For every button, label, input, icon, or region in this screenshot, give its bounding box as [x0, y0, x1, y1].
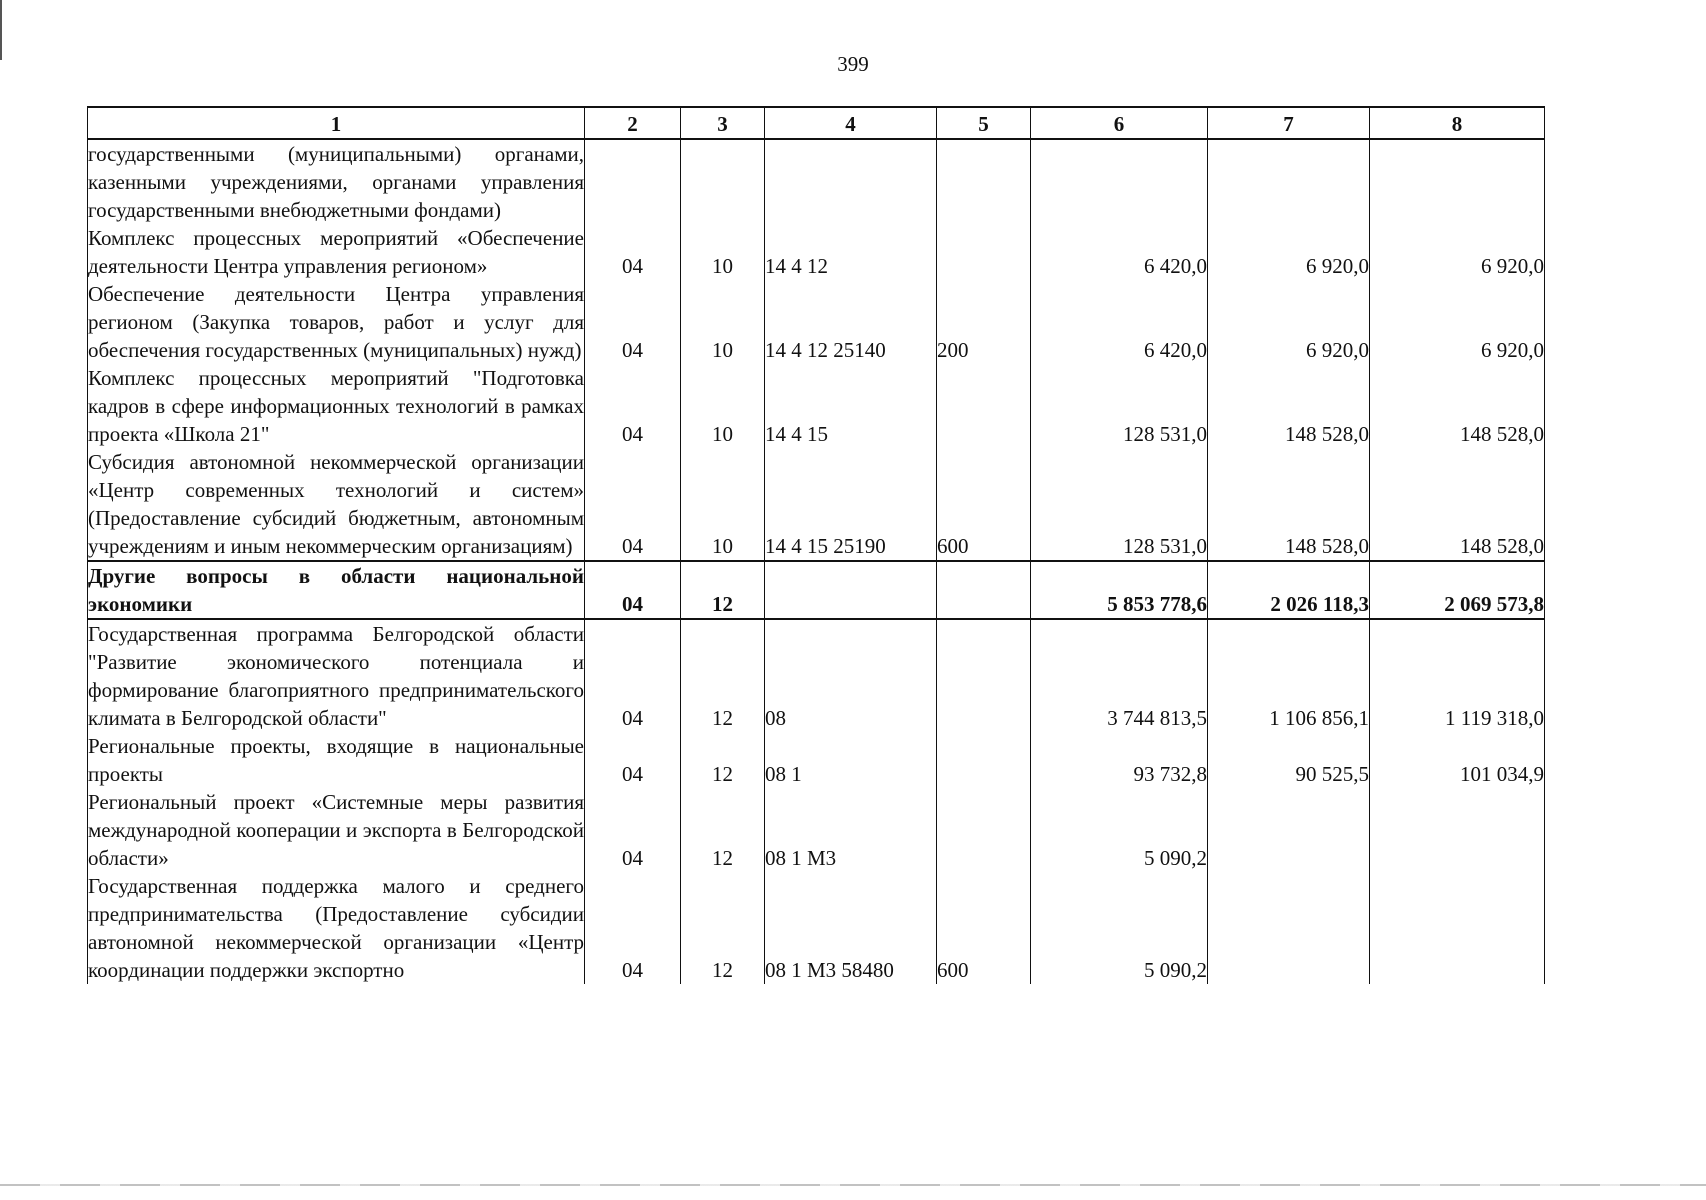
row-expense-type: [937, 364, 1031, 448]
row-section: 04: [585, 364, 681, 448]
table-row: [88, 619, 1545, 732]
column-header-5: 5: [937, 107, 1031, 139]
row-name: Государственная поддержка малого и среднего предпринимательства (Предоставление субсидии автономной некоммерческой организации «Центр координации поддержки экспортно: [88, 874, 584, 982]
row-expense-type: [937, 732, 1031, 788]
row-amount-col6: 128 531,0: [1031, 448, 1208, 561]
row-amount-col7: 148 528,0: [1208, 448, 1370, 561]
row-subsection: 10: [681, 224, 765, 280]
row-subsection: [681, 139, 765, 224]
table-row: [88, 224, 1545, 280]
row-expense-type: [937, 224, 1031, 280]
table-row: [88, 139, 1545, 224]
row-expense-type: [937, 788, 1031, 872]
row-section: 04: [585, 619, 681, 732]
row-amount-col6: 93 732,8: [1031, 732, 1208, 788]
row-subsection: 10: [681, 280, 765, 364]
row-target-article: [765, 139, 937, 224]
row-target-article: 14 4 15: [765, 364, 937, 448]
column-header-8: 8: [1370, 107, 1545, 139]
table-header-row: [88, 107, 1545, 139]
table-row-section-total: [88, 561, 1545, 619]
row-name: государственными (муниципальными) органами, казенными учреждениями, органами управления государственными внебюджетными фондами): [88, 139, 585, 224]
row-amount-col8: 6 920,0: [1370, 224, 1545, 280]
row-target-article: 08: [765, 619, 937, 732]
column-header-2: 2: [585, 107, 681, 139]
row-amount-col7: 90 525,5: [1208, 732, 1370, 788]
column-header-3: 3: [681, 107, 765, 139]
row-expense-type: [937, 139, 1031, 224]
table-row: [88, 788, 1545, 872]
row-name: Обеспечение деятельности Центра управления регионом (Закупка товаров, работ и услуг для обеспечения государственных (муниципальных) нужд): [88, 282, 584, 362]
row-section: 04: [585, 561, 681, 619]
row-amount-col6: 6 420,0: [1031, 224, 1208, 280]
page-number: 399: [837, 52, 869, 76]
row-amount-col7: [1208, 872, 1370, 984]
row-name: Комплекс процессных мероприятий «Обеспечение деятельности Центра управления регионом»: [88, 226, 584, 278]
row-target-article: 14 4 15 25190: [765, 448, 937, 561]
row-section: [585, 139, 681, 224]
table-row: [88, 280, 1545, 364]
column-header-1: 1: [88, 107, 585, 139]
row-section: 04: [585, 872, 681, 984]
row-section: 04: [585, 732, 681, 788]
budget-table: [87, 106, 1545, 984]
row-amount-col6: 5 090,2: [1031, 872, 1208, 984]
row-amount-col8: [1370, 139, 1545, 224]
row-expense-type: 600: [937, 448, 1031, 561]
row-amount-col7: [1208, 788, 1370, 872]
row-amount-col8: 101 034,9: [1370, 732, 1545, 788]
row-name: Региональный проект «Системные меры развития международной кооперации и экспорта в Белгородской области»: [88, 790, 584, 870]
row-amount-col6: 6 420,0: [1031, 280, 1208, 364]
row-amount-col6: [1031, 139, 1208, 224]
row-amount-col7: 6 920,0: [1208, 224, 1370, 280]
table-row: [88, 364, 1545, 448]
row-amount-col6: 3 744 813,5: [1031, 619, 1208, 732]
row-amount-col8: 148 528,0: [1370, 364, 1545, 448]
row-subsection: 12: [681, 732, 765, 788]
row-amount-col8: [1370, 872, 1545, 984]
row-name: Комплекс процессных мероприятий "Подготовка кадров в сфере информационных технологий в рамках проекта «Школа 21": [88, 366, 584, 446]
row-target-article: 14 4 12: [765, 224, 937, 280]
row-amount-col6: 5 090,2: [1031, 788, 1208, 872]
table-row: [88, 872, 1545, 984]
row-expense-type: 600: [937, 872, 1031, 984]
row-name: Другие вопросы в области национальной экономики: [88, 561, 585, 619]
row-amount-col7: [1208, 139, 1370, 224]
row-amount-col7: 148 528,0: [1208, 364, 1370, 448]
row-amount-col6: 5 853 778,6: [1031, 561, 1208, 619]
row-name: Субсидия автономной некоммерческой организации «Центр современных технологий и систем» (Предоставление субсидий бюджетным, автономным учреждениям и иным некоммерческим организациям): [88, 448, 585, 561]
row-subsection: 10: [681, 364, 765, 448]
row-expense-type: [937, 561, 1031, 619]
row-subsection: 12: [681, 619, 765, 732]
row-amount-col8: 2 069 573,8: [1370, 561, 1545, 619]
column-header-6: 6: [1031, 107, 1208, 139]
row-amount-col7: 1 106 856,1: [1208, 619, 1370, 732]
table-row: [88, 448, 1545, 561]
row-amount-col8: 148 528,0: [1370, 448, 1545, 561]
row-section: 04: [585, 224, 681, 280]
row-amount-col8: [1370, 788, 1545, 872]
scan-edge-bottom: [0, 1184, 1706, 1186]
column-header-7: 7: [1208, 107, 1370, 139]
row-subsection: 10: [681, 448, 765, 561]
row-name: Региональные проекты, входящие в национальные проекты: [88, 734, 584, 786]
row-amount-col7: 2 026 118,3: [1208, 561, 1370, 619]
row-target-article: 14 4 12 25140: [765, 280, 937, 364]
row-target-article: 08 1 М3: [765, 788, 937, 872]
row-section: 04: [585, 448, 681, 561]
row-section: 04: [585, 280, 681, 364]
row-subsection: 12: [681, 788, 765, 872]
row-target-article: 08 1: [765, 732, 937, 788]
row-subsection: 12: [681, 872, 765, 984]
row-amount-col8: 6 920,0: [1370, 280, 1545, 364]
column-header-4: 4: [765, 107, 937, 139]
row-amount-col6: 128 531,0: [1031, 364, 1208, 448]
row-subsection: 12: [681, 561, 765, 619]
row-target-article: 08 1 М3 58480: [765, 872, 937, 984]
table-row: [88, 732, 1545, 788]
row-expense-type: 200: [937, 280, 1031, 364]
row-target-article: [765, 561, 937, 619]
row-section: 04: [585, 788, 681, 872]
row-expense-type: [937, 619, 1031, 732]
row-amount-col8: 1 119 318,0: [1370, 619, 1545, 732]
row-name: Государственная программа Белгородской области "Развитие экономического потенциала и формирование благоприятного предпринимательского климата в Белгородской области": [88, 619, 585, 732]
row-amount-col7: 6 920,0: [1208, 280, 1370, 364]
